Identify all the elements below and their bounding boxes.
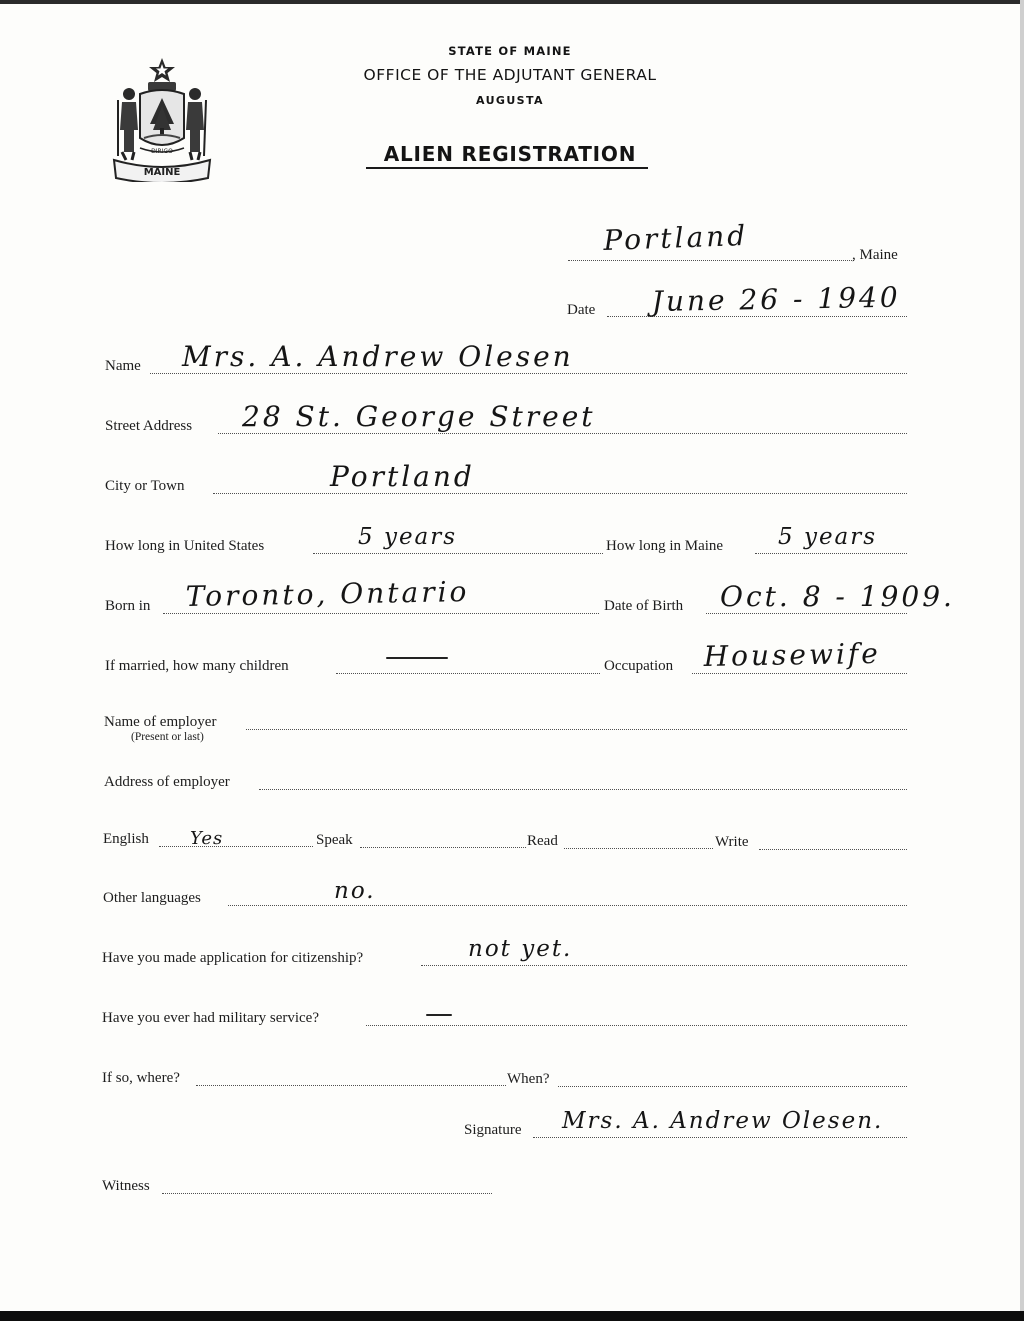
scan-edge-bottom [0,1311,1024,1321]
title-underline [366,167,648,169]
street-address-value[interactable]: 28 St. George Street [242,400,596,433]
date-label: Date [567,302,596,318]
speak-field-line[interactable] [360,847,526,848]
children-field-line [336,673,600,674]
citizenship-value[interactable]: not yet. [468,936,573,962]
when-label: When? [507,1071,550,1087]
place-field-line [568,260,854,261]
maine-duration-field-line [755,553,907,554]
born-in-value[interactable]: Toronto, Ontario [185,575,470,613]
city-value[interactable]: Portland [330,460,475,493]
write-label: Write [715,834,749,850]
place-label: , Maine [852,247,898,263]
employer-address-label: Address of employer [104,774,230,790]
maine-duration-value[interactable]: 5 years [778,524,878,550]
read-label: Read [527,833,558,849]
employer-label: Name of employer [104,714,217,730]
witness-field-line[interactable] [162,1193,492,1194]
citizenship-field-line [421,965,907,966]
english-label: English [103,831,149,847]
english-field-line [159,846,313,847]
scan-edge-top [0,0,1024,4]
speak-label: Speak [316,832,353,848]
us-duration-label: How long in United States [105,538,265,554]
read-field-line[interactable] [564,848,713,849]
employer-sublabel: (Present or last) [131,731,204,743]
english-value[interactable]: Yes [190,828,224,849]
name-label: Name [105,358,141,374]
signature-value[interactable]: Mrs. A. Andrew Olesen. [562,1108,884,1134]
date-value[interactable]: June 26 - 1940 [651,280,901,318]
name-value[interactable]: Mrs. A. Andrew Olesen [182,340,574,373]
header-office: OFFICE OF THE ADJUTANT GENERAL [363,66,657,84]
form-title: ALIEN REGISTRATION [383,142,637,166]
street-address-label: Street Address [105,418,193,434]
employer-field-line[interactable] [246,729,907,730]
us-duration-field-line [313,553,603,554]
name-field-line [150,373,907,374]
other-languages-value[interactable]: no. [334,878,376,904]
signature-field-line [533,1137,907,1138]
header-city: AUGUSTA [476,94,544,107]
born-in-label: Born in [105,598,151,614]
maine-duration-label: How long in Maine [606,538,724,554]
witness-label: Witness [102,1178,150,1194]
date-of-birth-label: Date of Birth [604,598,684,614]
military-field-line [366,1025,907,1026]
children-dash [386,657,448,659]
svg-text:MAINE: MAINE [143,167,181,178]
state-seal-icon [110,52,214,182]
where-field-line[interactable] [196,1085,506,1086]
military-dash [426,1014,452,1016]
date-of-birth-value[interactable]: Oct. 8 - 1909. [720,580,955,613]
citizenship-label: Have you made application for citizenship? [102,950,364,966]
occupation-value[interactable]: Housewife [703,636,882,673]
date-of-birth-field-line [706,613,907,614]
city-field-line [213,493,907,494]
other-languages-field-line [228,905,907,906]
occupation-field-line [692,673,907,674]
street-address-field-line [218,433,907,434]
military-label: Have you ever had military service? [102,1010,319,1026]
occupation-label: Occupation [604,658,674,674]
write-field-line[interactable] [759,849,907,850]
svg-text:DIRIGO: DIRIGO [151,148,173,155]
born-in-field-line [163,613,599,614]
where-label: If so, where? [102,1070,180,1086]
us-duration-value[interactable]: 5 years [358,524,458,550]
place-value[interactable]: Portland [602,218,749,257]
employer-address-field-line[interactable] [259,789,907,790]
signature-label: Signature [464,1122,522,1138]
when-field-line[interactable] [558,1086,907,1087]
other-languages-label: Other languages [103,890,201,906]
children-label: If married, how many children [105,658,289,674]
scan-edge-right [1020,0,1024,1321]
city-label: City or Town [105,478,185,494]
header-state: STATE OF MAINE [448,44,572,58]
